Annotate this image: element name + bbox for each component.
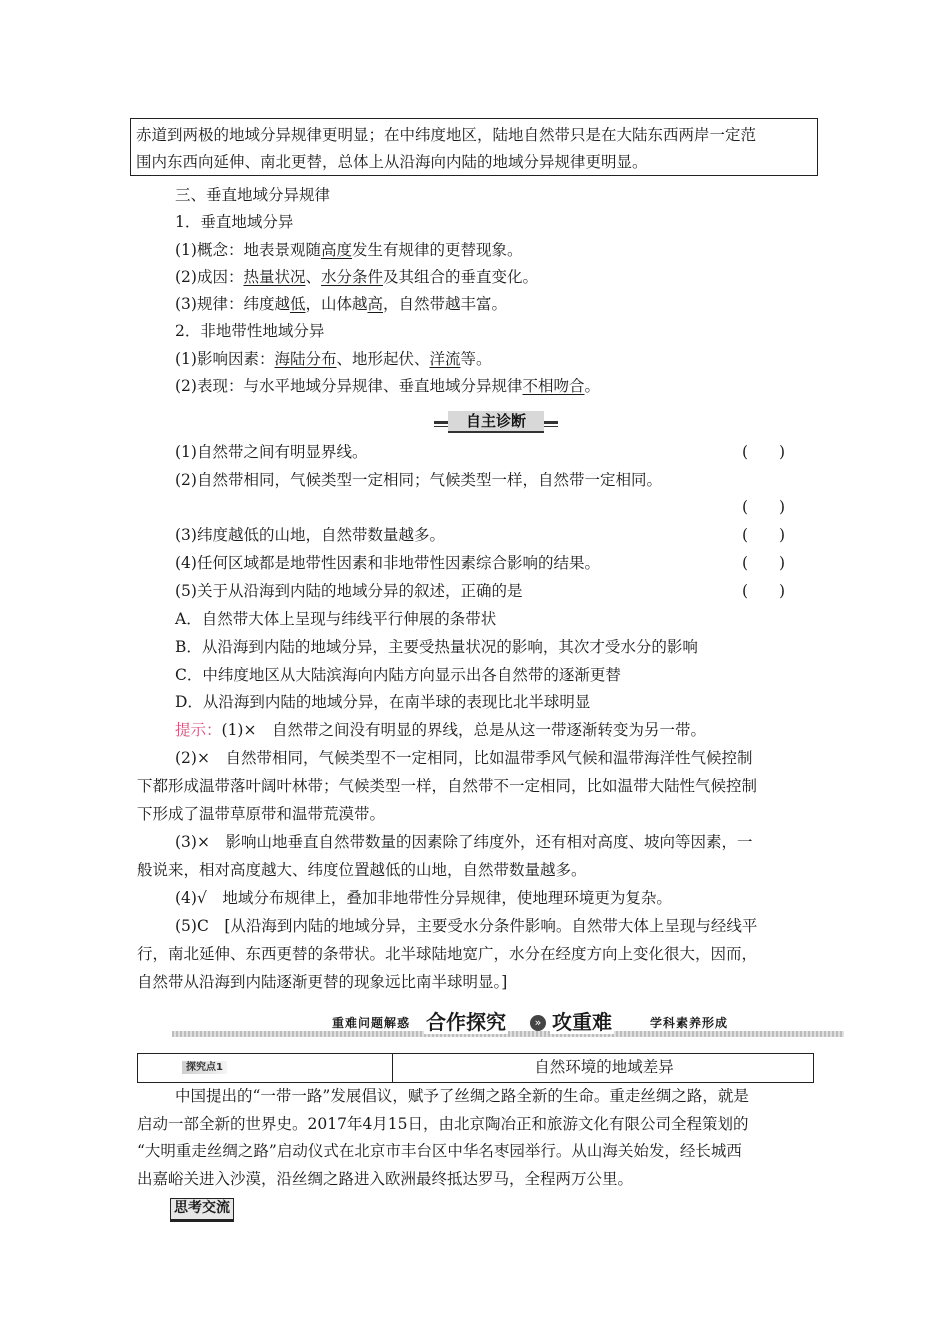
banner-right-text: 学科素养形成	[650, 1016, 729, 1030]
passage-line-3: “大明重走丝绸之路”启动仪式在北京市丰台区中华名枣园举行。从山海关始发，经长城西	[137, 1142, 742, 1160]
banner-left-text: 重难问题解惑	[332, 1016, 411, 1030]
factor-line: (1)影响因素：海陆分布、地形起伏、洋流等。	[175, 350, 492, 368]
summary-line-1: 赤道到两极的地域分异规律更明显；在中纬度地区，陆地自然带只是在大陆东西两岸一定范	[136, 126, 757, 144]
hint-2-line-2: 下都形成温带落叶阔叶林带；气候类型一样，自然带不一定相同，比如温带大陆性气候控制	[137, 777, 758, 795]
option-a: A．自然带大体上呈现与纬线平行伸展的条带状	[175, 610, 497, 628]
passage-line-1: 中国提出的“一带一路”发展倡议，赋予了丝绸之路全新的生命。重走丝绸之路，就是	[175, 1087, 749, 1105]
passage-line-4: 出嘉峪关进入沙漠，沿丝绸之路进入欧洲最终抵达罗马，全程两万公里。	[137, 1170, 634, 1188]
blank-answer: 热量状况	[243, 268, 306, 286]
hint-3-line-1: (3)× 影响山地垂直自然带数量的因素除了纬度外，还有相对高度、坡向等因素，一	[175, 833, 753, 851]
hint-5-line-3: 自然带从沿海到内陆逐渐更替的现象远比南半球明显。]	[137, 973, 508, 991]
blank-answer: 洋流	[429, 350, 461, 368]
hint-2-line-1: (2)× 自然带相同，气候类型不一定相同，比如温带季风气候和温带海洋性气候控制	[175, 749, 753, 767]
subheading-vertical: 1．垂直地域分异	[175, 213, 294, 231]
topic-header	[137, 1053, 814, 1083]
rule-line: (3)规律：纬度越低，山体越高，自然带越丰富。	[175, 295, 508, 313]
answer-blank: ( )	[742, 554, 786, 572]
banner-title-2: 攻重难	[552, 1010, 612, 1034]
blank-answer: 水分条件	[321, 268, 384, 286]
answer-blank: ( )	[742, 443, 786, 461]
passage-line-2: 启动一部全新的世界史。2017年4月15日，由北京陶冶正和旅游文化有限公司全程策划的	[137, 1115, 749, 1133]
hint-4: (4)√ 地域分布规律上，叠加非地带性分异规律，使地理环境更为复杂。	[175, 889, 672, 907]
option-b: B．从沿海到内陆的地域分异，主要受热量状况的影响，其次才受水分的影响	[175, 638, 698, 656]
topic-title: 自然环境的地域差异	[534, 1058, 674, 1076]
blank-answer: 高度	[320, 241, 352, 259]
question-5: (5)关于从沿海到内陆的地域分异的叙述，正确的是	[175, 582, 523, 600]
answer-blank: ( )	[742, 582, 786, 600]
banner-title-1: 合作探究	[426, 1010, 506, 1034]
question-1: (1)自然带之间有明显界线。	[175, 443, 368, 461]
question-2: (2)自然带相同，气候类型一定相同；气候类型一样，自然带一定相同。	[175, 471, 662, 489]
option-c: C．中纬度地区从大陆滨海向内陆方向显示出各自然带的逐渐更替	[175, 666, 621, 684]
answer-blank: ( )	[742, 498, 786, 516]
show-line: (2)表现：与水平地域分异规律、垂直地域分异规律不相吻合。	[175, 377, 600, 395]
blank-answer: 不相吻合	[522, 377, 585, 395]
hint-label: 提示：	[175, 721, 222, 739]
hint-5-line-2: 行，南北延伸、东西更替的条带状。北半球陆地宽广，水分在经度方向上变化很大，因而，	[137, 945, 758, 963]
option-d: D．从沿海到内陆的地域分异，在南半球的表现比北半球明显	[175, 693, 591, 711]
cause-line: (2)成因：热量状况、水分条件及其组合的垂直变化。	[175, 268, 539, 286]
question-4: (4)任何区域都是地带性因素和非地带性因素综合影响的结果。	[175, 554, 600, 572]
banner-stripe	[172, 1031, 844, 1037]
blank-answer: 海陆分布	[274, 350, 337, 368]
chevron-right-icon: »	[530, 1015, 546, 1031]
blank-answer: 低	[289, 295, 306, 313]
badge-label: 自主诊断	[448, 411, 544, 433]
question-3: (3)纬度越低的山地，自然带数量越多。	[175, 526, 445, 544]
self-diagnosis-badge	[434, 411, 558, 433]
section-banner	[172, 1010, 844, 1038]
answer-blank: ( )	[742, 526, 786, 544]
subheading-azonal: 2．非地带性地域分异	[175, 322, 325, 340]
section-heading: 三、垂直地域分异规律	[175, 186, 331, 204]
blank-answer: 高	[367, 295, 384, 313]
hint-1: 提示：(1)× 自然带之间没有明显的界线，总是从这一带逐渐转变为另一带。	[175, 721, 706, 739]
hint-5-line-1: (5)C [从沿海到内陆的地域分异，主要受水分条件影响。自然带大体上呈现与经线平	[175, 917, 758, 935]
think-exchange-label: 思考交流	[170, 1198, 234, 1222]
hint-2-line-3: 下形成了温带草原带和温带荒漠带。	[137, 805, 386, 823]
concept-line: (1)概念：地表景观随高度发生有规律的更替现象。	[175, 241, 523, 259]
topic-tag-cell	[138, 1054, 393, 1082]
hint-3-line-2: 般说来，相对高度越大、纬度位置越低的山地，自然带数量越多。	[137, 861, 587, 879]
topic-tag: 探究点1	[182, 1061, 227, 1074]
summary-line-2: 围内东西向延伸、南北更替，总体上从沿海向内陆的地域分异规律更明显。	[136, 153, 648, 171]
